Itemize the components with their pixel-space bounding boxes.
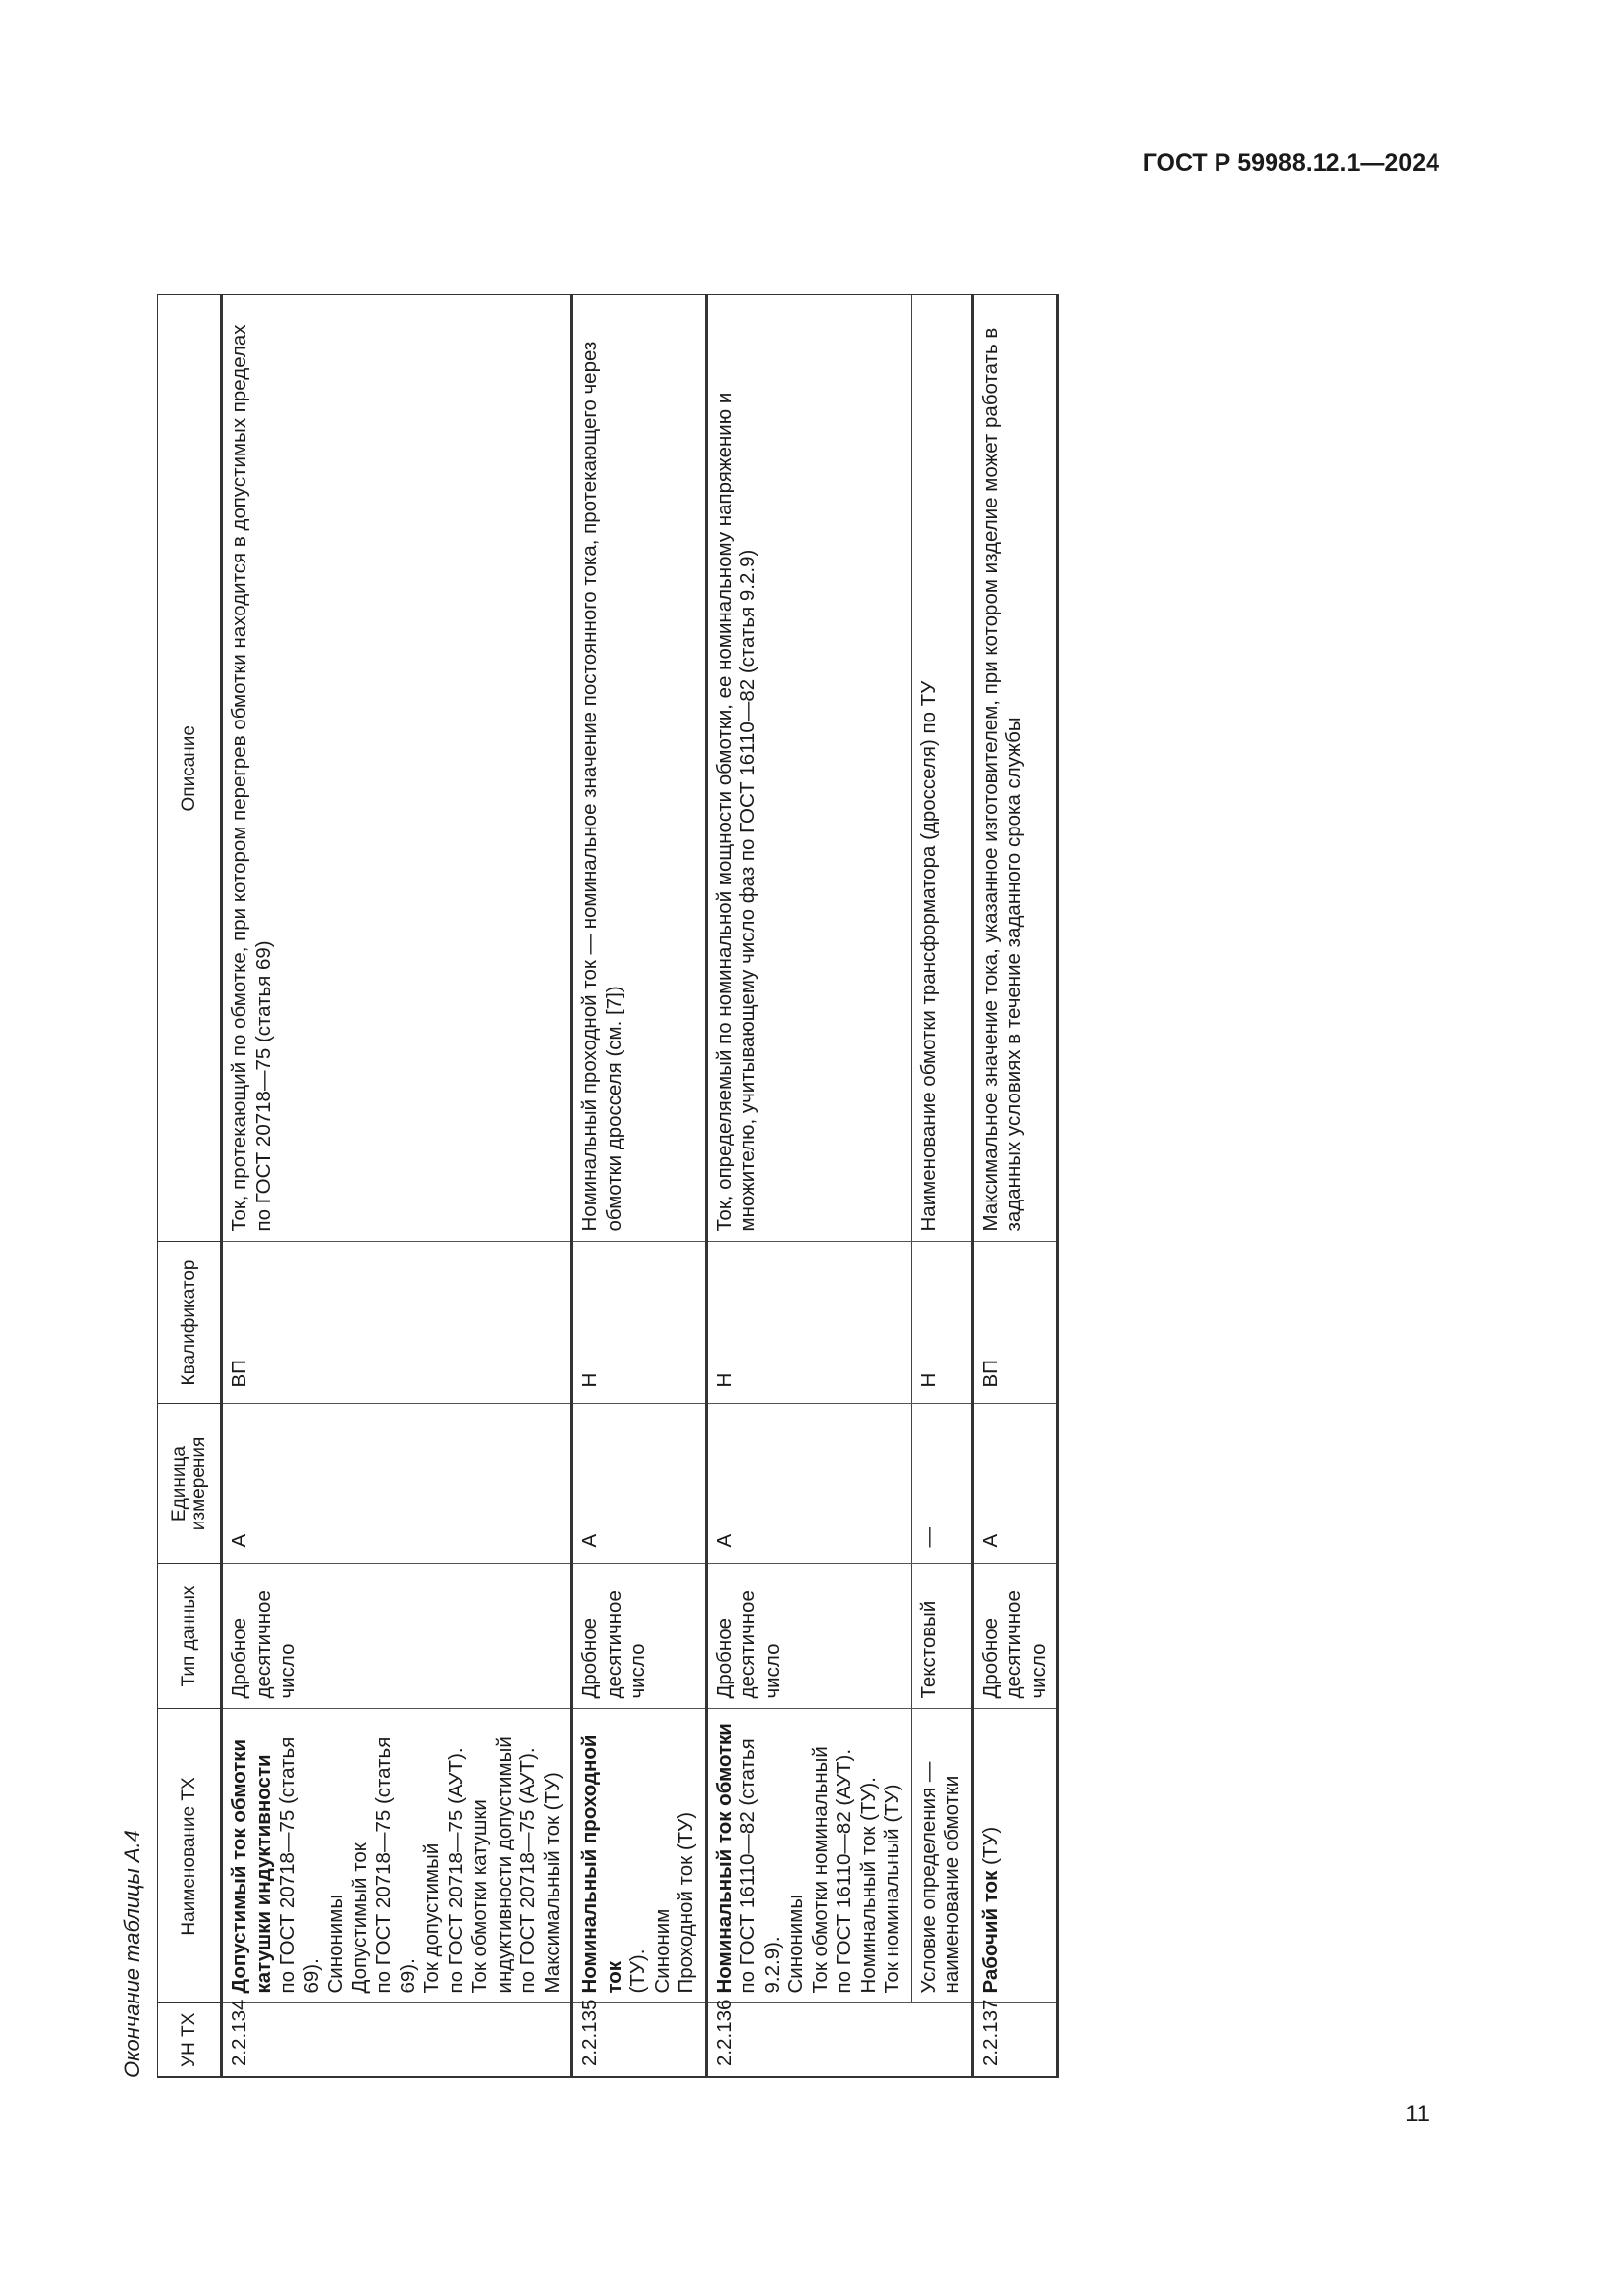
row-name-line: Номинальный ток (ТУ). xyxy=(856,1777,880,1994)
table-row xyxy=(706,294,911,2077)
row-id: 2.2.136 xyxy=(706,2003,972,2077)
spec-table xyxy=(157,294,1059,2078)
row-data-type: Дробное десятичное число xyxy=(706,1564,911,1709)
column-header-data-type: Тип данных xyxy=(158,1564,222,1709)
table-row xyxy=(972,294,1058,2077)
table-header-row xyxy=(158,294,222,2077)
row-name-line: Синоним xyxy=(650,1908,674,1994)
row-id: 2.2.134 xyxy=(222,2003,572,2077)
row-description: Ток, протекающий по обмотке, при котором перегрев обмотки находится в допустимых пределах по ГОСТ 20718—75 (статья 69) xyxy=(222,294,572,1242)
row-name xyxy=(222,1709,572,2003)
row-unit: А xyxy=(706,1404,911,1564)
row-unit: А xyxy=(972,1404,1058,1564)
row-description: Максимальное значение тока, указанное изготовителем, при котором изделие может работать в заданных условиях в течение заданного срока службы xyxy=(972,294,1058,1242)
document-code: ГОСТ Р 59988.12.1—2024 xyxy=(1142,149,1439,177)
row-name xyxy=(972,1709,1058,2003)
row-name-line: Допустимый ток xyxy=(348,1842,371,1994)
row-name-line: по ГОСТ 16110—82 (АУТ). xyxy=(833,1748,855,1994)
row-name-line: по ГОСТ 20718—75 (статья 69). xyxy=(276,1736,323,1994)
row-name-line: по ГОСТ 20718—75 (статья 69). xyxy=(372,1736,419,1994)
row-name xyxy=(706,1709,911,2003)
row-description: Номинальный проходной ток — номинальное значение постоянного тока, протекающего через обмотки дросселя (см. [7]) xyxy=(572,294,707,1242)
row-name-line: Синонимы xyxy=(324,1894,347,1994)
row-name-title: Рабочий ток xyxy=(978,1870,1001,1994)
row-qualifier: ВП xyxy=(972,1242,1058,1404)
row-unit: А xyxy=(222,1404,572,1564)
column-header-unit: Единица измерения xyxy=(158,1404,222,1564)
row-unit: А xyxy=(572,1404,707,1564)
row-data-type: Дробное десятичное число xyxy=(222,1564,572,1709)
row-name-line: (ТУ). xyxy=(626,1949,649,1994)
row-name-line: (ТУ) xyxy=(978,1826,1001,1865)
row-qualifier: ВП xyxy=(222,1242,572,1404)
table-row xyxy=(572,294,707,2077)
row-id: 2.2.135 xyxy=(572,2003,707,2077)
page-number: 11 xyxy=(1405,2101,1430,2127)
row-qualifier: Н xyxy=(911,1242,972,1404)
row-description: Ток, определяемый по номинальной мощности обмотки, ее номинальному напряжению и множителю, учитывающему число фаз по ГОСТ 16110—82 (статья 9.2.9) xyxy=(706,294,911,1242)
row-name-line: Ток номинальный (ТУ) xyxy=(881,1784,903,1994)
row-name-line: Ток обмотки катушки индуктивности допустимый xyxy=(468,1736,515,1994)
row-name-line: по ГОСТ 20718—75 (АУТ). xyxy=(444,1747,467,1994)
row-name-title: Номинальный проходной ток xyxy=(578,1735,625,1994)
row-qualifier: Н xyxy=(706,1242,911,1404)
row-name xyxy=(911,1709,972,2003)
row-name xyxy=(572,1709,707,2003)
column-header-qualifier: Квалификатор xyxy=(158,1242,222,1404)
rotated-content xyxy=(110,233,1170,2078)
row-name-line: Максимальный ток (ТУ) xyxy=(540,1772,564,1994)
column-header-description: Описание xyxy=(158,294,222,1242)
row-name-line: Условие определения — наименование обмотки xyxy=(916,1761,963,1994)
row-name-line: по ГОСТ 16110—82 (статья 9.2.9). xyxy=(736,1738,784,1994)
row-name-line: Ток обмотки номинальный xyxy=(808,1746,832,1994)
row-name-line: по ГОСТ 20718—75 (АУТ). xyxy=(516,1747,539,1994)
row-data-type: Текстовый xyxy=(911,1564,972,1709)
row-name-title: Допустимый ток обмотки катушки индуктивности xyxy=(228,1738,275,1994)
row-id: 2.2.137 xyxy=(972,2003,1058,2077)
table-caption: Окончание таблицы А.4 xyxy=(120,1830,144,2078)
row-unit: — xyxy=(911,1404,972,1564)
table-subrow xyxy=(911,294,972,2077)
row-qualifier: Н xyxy=(572,1242,707,1404)
column-header-id: УН ТХ xyxy=(158,2003,222,2077)
row-name-line: Проходной ток (ТУ) xyxy=(675,1811,697,1994)
column-header-name: Наименование ТХ xyxy=(158,1709,222,2003)
row-name-line: Синонимы xyxy=(785,1894,807,1994)
row-description: Наименование обмотки трансформатора (дросселя) по ТУ xyxy=(911,294,972,1242)
table-row xyxy=(222,294,572,2077)
row-name-title: Номинальный ток обмотки xyxy=(712,1723,735,1994)
row-data-type: Дробное десятичное число xyxy=(572,1564,707,1709)
row-name-line: Ток допустимый xyxy=(420,1842,443,1994)
row-data-type: Дробное десятичное число xyxy=(972,1564,1058,1709)
